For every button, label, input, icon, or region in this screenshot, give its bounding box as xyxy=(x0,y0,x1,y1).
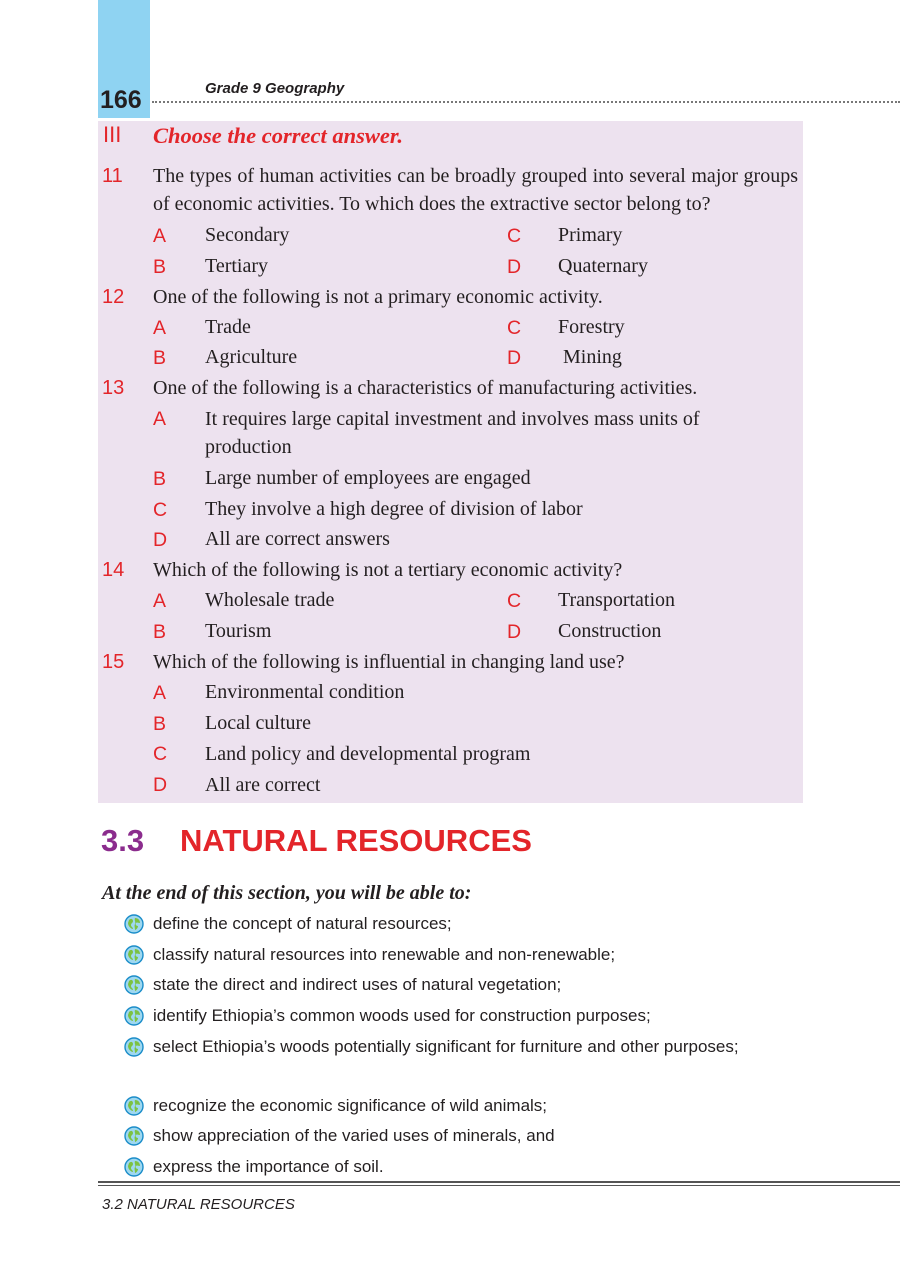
question-number: 13 xyxy=(102,377,125,399)
option-letter: D xyxy=(507,621,522,643)
globe-bullet-icon xyxy=(124,1126,144,1146)
quiz-section-label: III xyxy=(103,122,122,147)
option-letter: D xyxy=(507,347,522,369)
option-text: Transportation xyxy=(558,589,676,611)
option-letter: C xyxy=(153,743,168,765)
option-text: All are correct xyxy=(205,774,321,796)
objective-item: express the importance of soil. xyxy=(153,1157,384,1176)
option-letter: B xyxy=(153,468,167,490)
option-letter: D xyxy=(153,774,168,796)
option-letter: C xyxy=(507,225,522,247)
option-letter: A xyxy=(153,590,167,612)
question-number: 11 xyxy=(102,165,123,187)
option-text: Primary xyxy=(558,224,623,246)
objective-item: identify Ethiopia’s common woods used for construction purposes; xyxy=(153,1006,651,1025)
option-text: They involve a high degree of division of labor xyxy=(205,498,583,520)
objective-item: show appreciation of the varied uses of minerals, and xyxy=(153,1126,555,1145)
question-text: One of the following is not a primary economic activity. xyxy=(153,286,603,308)
option-text: Forestry xyxy=(558,316,625,338)
option-text: Secondary xyxy=(205,224,290,246)
objective-item: state the direct and indirect uses of natural vegetation; xyxy=(153,975,562,994)
option-text: Mining xyxy=(563,346,622,368)
option-letter: A xyxy=(153,408,167,430)
globe-bullet-icon xyxy=(124,1037,144,1057)
option-text: All are correct answers xyxy=(205,528,390,550)
option-text: Quaternary xyxy=(558,255,648,277)
option-text: Construction xyxy=(558,620,662,642)
option-text: Local culture xyxy=(205,712,312,734)
globe-bullet-icon xyxy=(124,914,144,934)
section-title: NATURAL RESOURCES xyxy=(180,823,532,858)
globe-bullet-icon xyxy=(124,1096,144,1116)
option-letter: B xyxy=(153,713,167,735)
objective-item: classify natural resources into renewable and non-renewable; xyxy=(153,945,616,964)
question-text: The types of human activities can be broadly grouped into several major groups of economic activities. To which does the extractive sector belong to? xyxy=(153,165,798,215)
option-text: Tourism xyxy=(205,620,272,642)
option-letter: D xyxy=(153,529,168,551)
option-text: Tertiary xyxy=(205,255,269,277)
objectives-intro: At the end of this section, you will be able to: xyxy=(102,882,472,904)
option-letter: B xyxy=(153,256,167,278)
footer-rule xyxy=(98,1185,900,1186)
globe-bullet-icon xyxy=(124,1006,144,1026)
question-number: 12 xyxy=(102,286,125,308)
option-letter: C xyxy=(507,590,522,612)
question-text: One of the following is a characteristics of manufacturing activities. xyxy=(153,377,698,399)
option-text: It requires large capital investment and involves mass units of production xyxy=(205,408,700,458)
objective-item: select Ethiopia’s woods potentially significant for furniture and other purposes; xyxy=(153,1037,739,1056)
question-number: 14 xyxy=(102,559,125,581)
option-text: Wholesale trade xyxy=(205,589,335,611)
question-number: 15 xyxy=(102,651,125,673)
question-text: Which of the following is influential in changing land use? xyxy=(153,651,625,673)
option-letter: C xyxy=(507,317,522,339)
globe-bullet-icon xyxy=(124,945,144,965)
option-letter: D xyxy=(507,256,522,278)
globe-bullet-icon xyxy=(124,1157,144,1177)
option-letter: B xyxy=(153,621,167,643)
footer-text: 3.2 NATURAL RESOURCES xyxy=(102,1196,295,1213)
objective-item: define the concept of natural resources; xyxy=(153,914,452,933)
option-letter: A xyxy=(153,682,167,704)
footer-rule xyxy=(98,1181,900,1183)
option-text: Agriculture xyxy=(205,346,298,368)
quiz-box xyxy=(98,121,803,803)
option-letter: A xyxy=(153,225,167,247)
header-dotted-rule xyxy=(152,101,900,103)
objective-item: recognize the economic significance of wild animals; xyxy=(153,1096,548,1115)
option-text: Environmental condition xyxy=(205,681,405,703)
option-text: Large number of employees are engaged xyxy=(205,467,531,489)
option-letter: A xyxy=(153,317,167,339)
question-text: Which of the following is not a tertiary economic activity? xyxy=(153,559,623,581)
running-head: Grade 9 Geography xyxy=(205,80,345,97)
option-text: Land policy and developmental program xyxy=(205,743,531,765)
option-letter: B xyxy=(153,347,167,369)
option-text: Trade xyxy=(205,316,251,338)
section-number: 3.3 xyxy=(101,823,145,858)
option-letter: C xyxy=(153,499,168,521)
quiz-section-title: Choose the correct answer. xyxy=(153,123,404,148)
globe-bullet-icon xyxy=(124,975,144,995)
page-number: 166 xyxy=(100,86,142,114)
